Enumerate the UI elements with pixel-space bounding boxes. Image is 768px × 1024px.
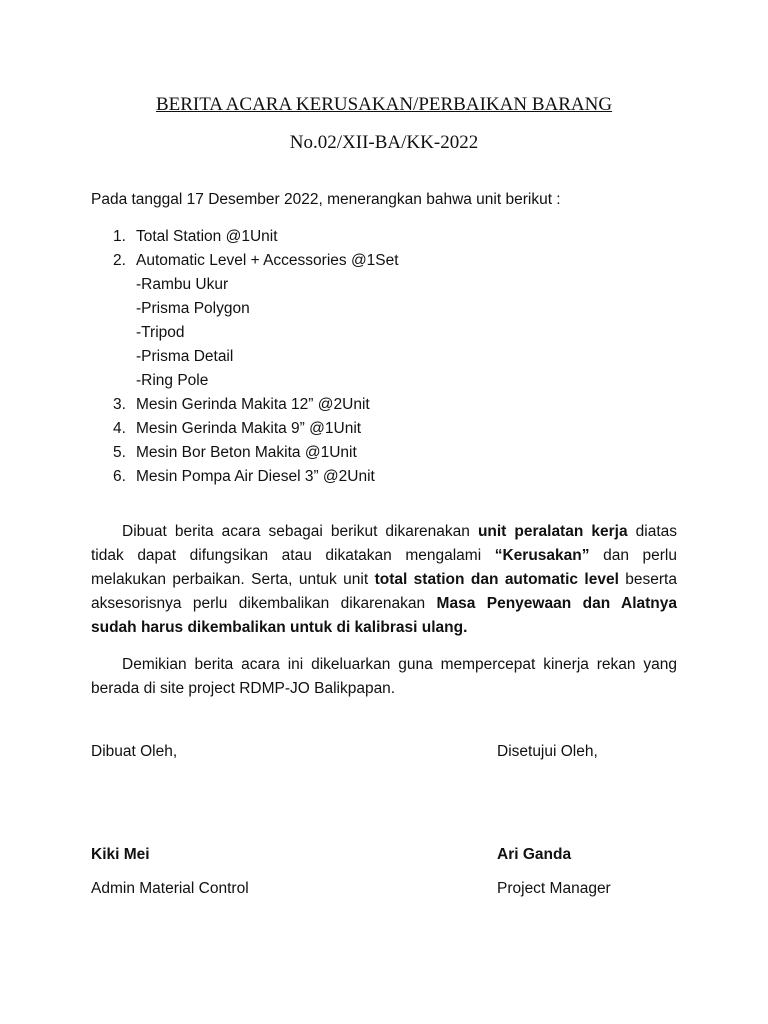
subitem-text: -Prisma Detail <box>136 348 234 365</box>
list-subitem <box>113 273 399 297</box>
body-paragraph-1 <box>91 520 677 640</box>
list-subitem <box>113 369 399 393</box>
item-number: 4. <box>113 420 126 437</box>
item-list <box>113 225 399 489</box>
subitem-text: -Rambu Ukur <box>136 276 229 293</box>
item-number: 6. <box>113 468 126 485</box>
list-item <box>113 225 399 249</box>
item-number: 2. <box>113 252 126 269</box>
bold-text: Masa Penyewaan dan Alatnya sudah harus dikembalikan untuk di kalibrasi ulang. <box>91 595 677 636</box>
paragraph-text: Demikian berita acara ini dikeluarkan guna mempercepat kinerja rekan yang berada di site project RDMP-JO Balikpapan. <box>91 656 677 697</box>
list-subitem <box>113 345 399 369</box>
item-number: 3. <box>113 396 126 413</box>
document-title: BERITA ACARA KERUSAKAN/PERBAIKAN BARANG <box>155 94 613 115</box>
signature-left-name: Kiki Mei <box>91 846 150 863</box>
bold-text: total station dan automatic level <box>374 571 619 588</box>
signature-right-name: Ari Ganda <box>497 846 572 863</box>
paragraph-text: dan perlu melakukan perbaikan. Serta, untuk unit <box>91 547 677 588</box>
subitem-text: -Ring Pole <box>136 372 209 389</box>
intro-text: Pada tanggal 17 Desember 2022, menerangkan bahwa unit berikut : <box>91 191 561 208</box>
item-number: 5. <box>113 444 126 461</box>
signature-right-position: Project Manager <box>497 880 611 897</box>
item-text: Automatic Level + Accessories @1Set <box>136 252 399 269</box>
paragraph-text: Dibuat berita acara sebagai berikut dikarenakan <box>122 523 478 540</box>
item-number: 1. <box>113 228 126 245</box>
list-item <box>113 441 399 465</box>
signature-left-label: Dibuat Oleh, <box>91 743 178 760</box>
bold-text: “Kerusakan” <box>494 547 590 564</box>
list-subitem <box>113 297 399 321</box>
list-item <box>113 417 399 441</box>
list-item <box>113 465 399 489</box>
item-text: Mesin Pompa Air Diesel 3” @2Unit <box>136 468 375 485</box>
subitem-text: -Tripod <box>136 324 185 341</box>
subitem-text: -Prisma Polygon <box>136 300 250 317</box>
item-text: Mesin Gerinda Makita 12” @2Unit <box>136 396 370 413</box>
document-number: No.02/XII-BA/KK-2022 <box>289 132 479 153</box>
body-paragraph-2 <box>91 653 677 701</box>
paragraph-text: diatas tidak dapat difungsikan atau dikatakan mengalami <box>91 523 677 564</box>
item-text: Mesin Gerinda Makita 9” @1Unit <box>136 420 362 437</box>
item-text: Total Station @1Unit <box>136 228 278 245</box>
signature-left-position: Admin Material Control <box>91 880 249 897</box>
list-item <box>113 249 399 273</box>
item-text: Mesin Bor Beton Makita @1Unit <box>136 444 357 461</box>
signature-right-label: Disetujui Oleh, <box>497 743 598 760</box>
bold-text: unit peralatan kerja <box>477 523 628 540</box>
list-subitem <box>113 321 399 345</box>
paragraph-text: beserta aksesorisnya perlu dikembalikan dikarenakan <box>91 571 677 612</box>
list-item <box>113 393 399 417</box>
